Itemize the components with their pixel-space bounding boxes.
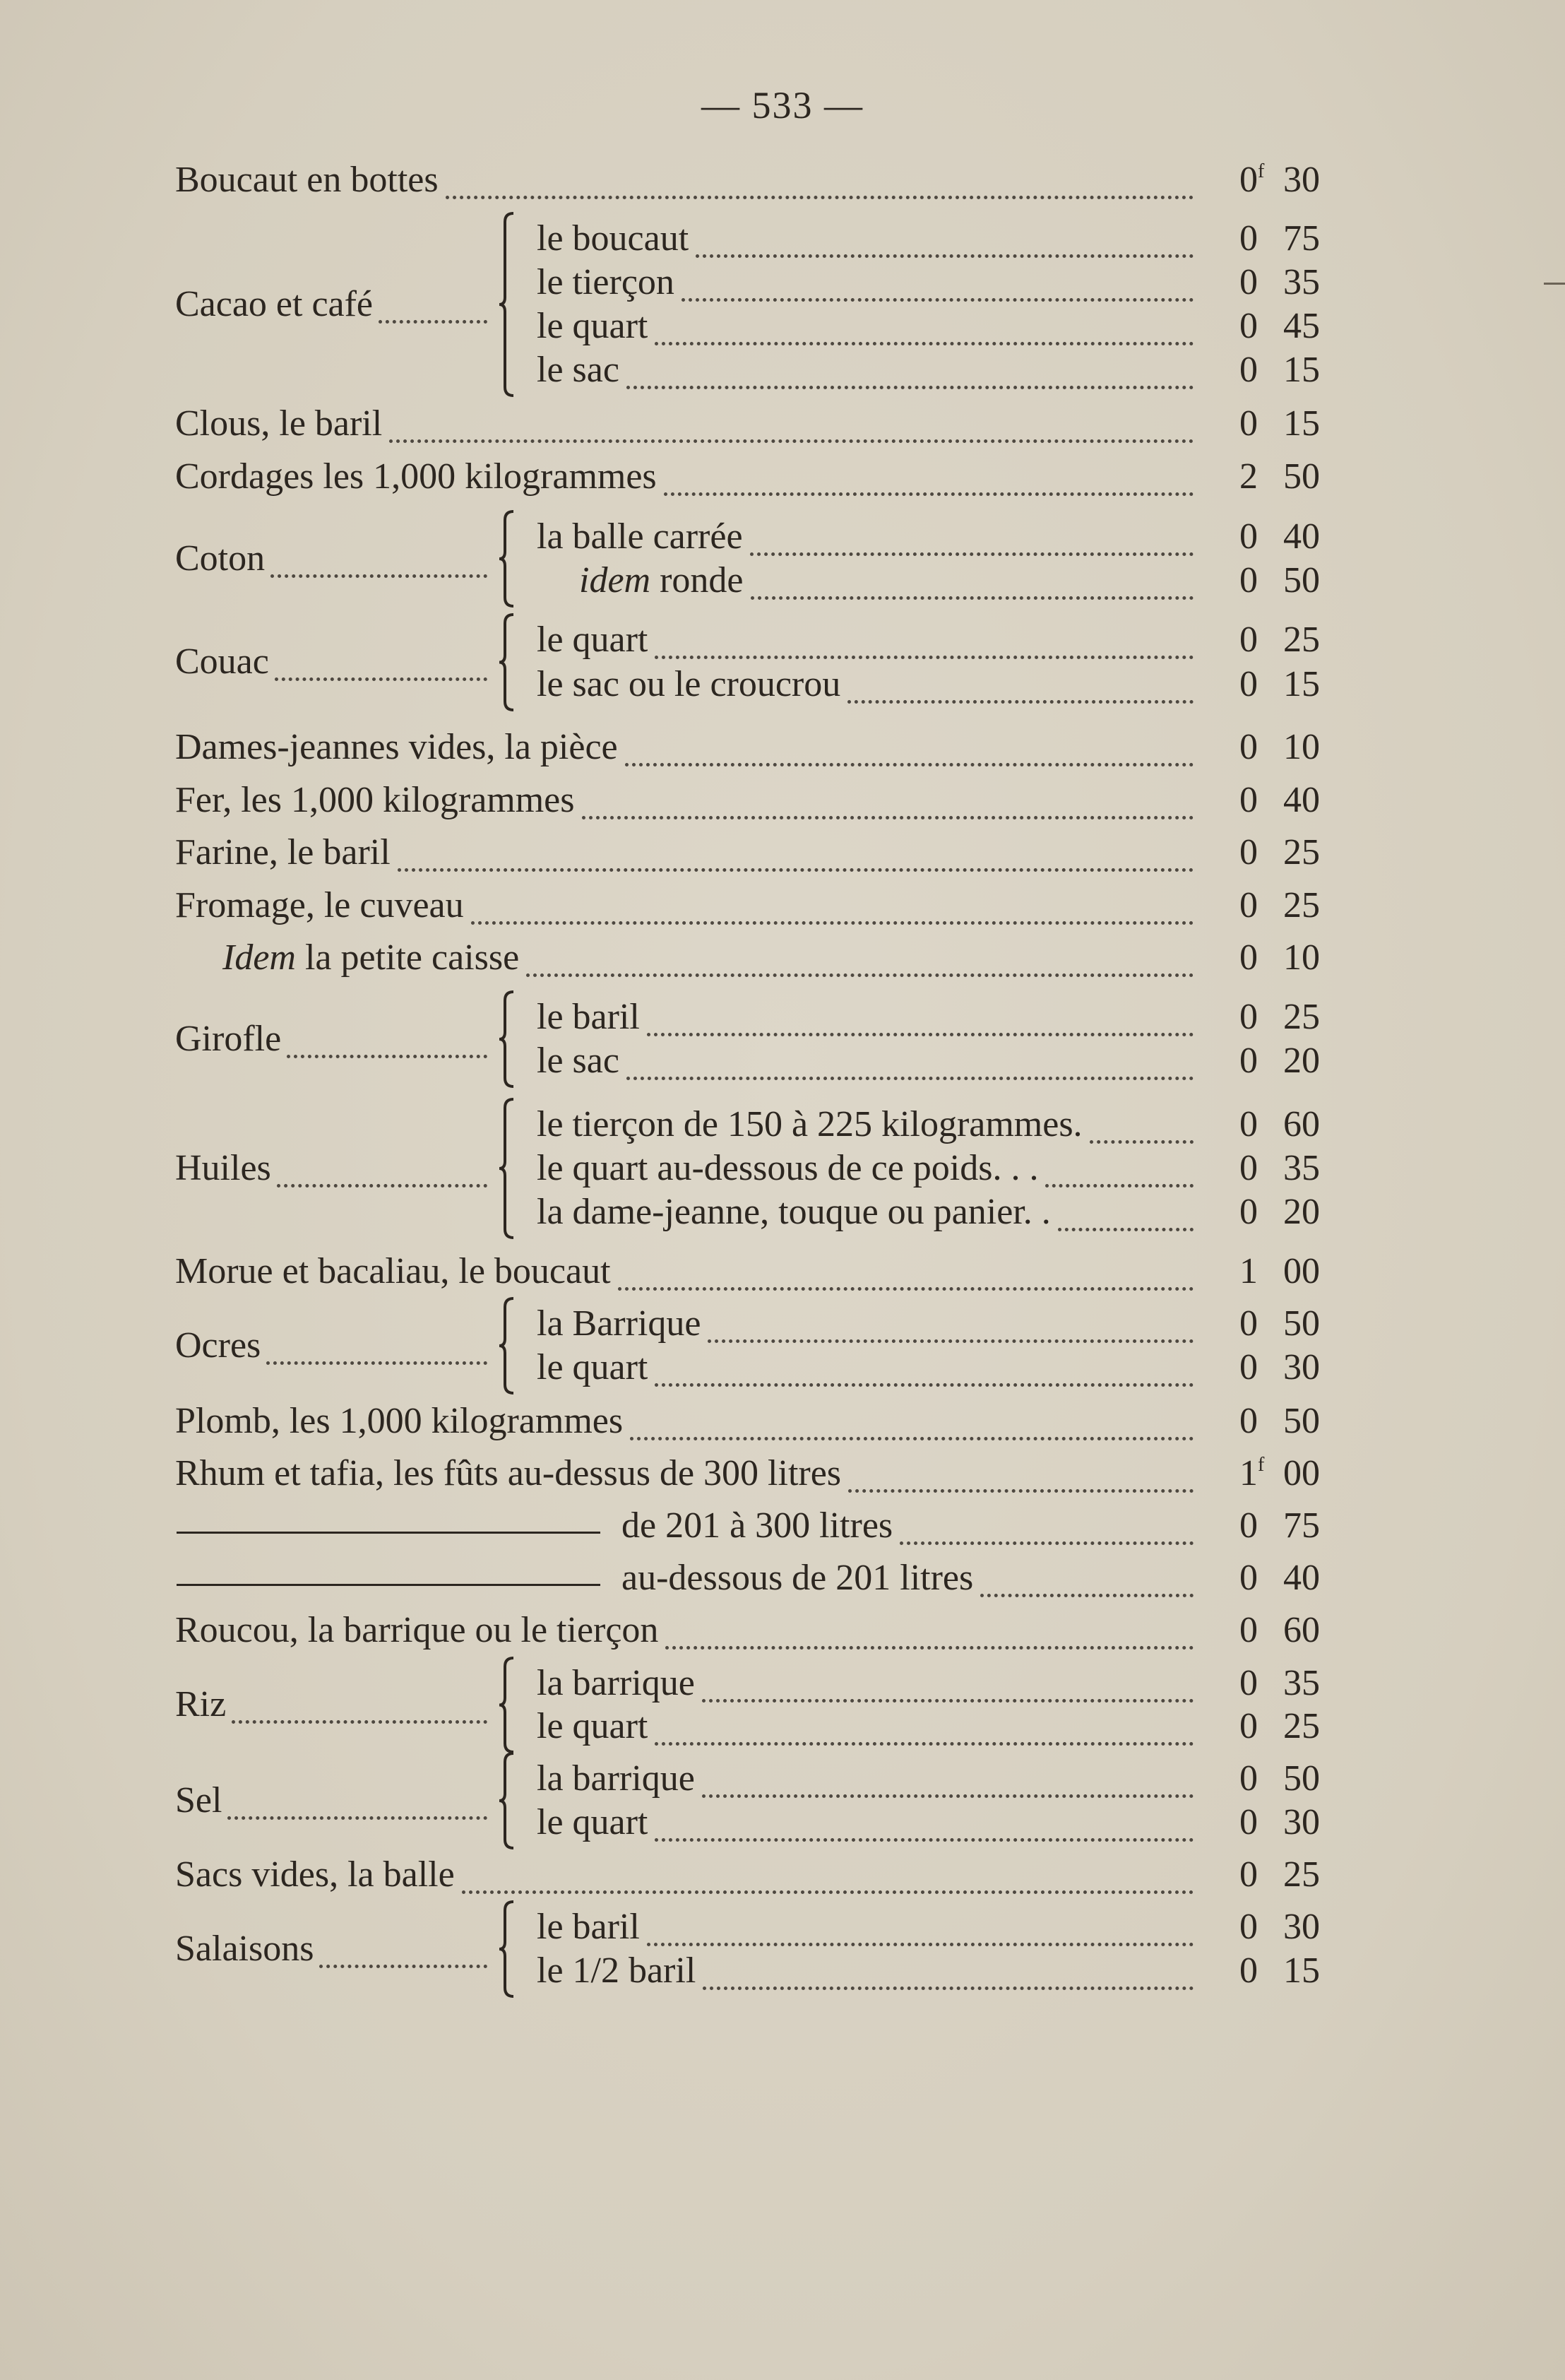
sub-entry (537, 622, 648, 658)
francs-value: 0 (1239, 1663, 1258, 1703)
francs-value: 0 (1239, 1558, 1258, 1598)
leader-dots (703, 1950, 1194, 1990)
price-cents: 50 (1283, 1758, 1320, 1799)
francs-value: 0 (1239, 997, 1258, 1037)
sub-entry (537, 1804, 648, 1841)
sub-entry (537, 1150, 1038, 1187)
leader-dots (266, 1325, 487, 1365)
entry-label: de 201 à 300 litres (621, 1505, 893, 1546)
brace (498, 1657, 516, 1753)
price-cents: 25 (1283, 1706, 1320, 1746)
sub-label: la barrique (537, 1758, 695, 1799)
entry-sacs (175, 1854, 455, 1895)
price-cents: 15 (1283, 350, 1320, 390)
entry-salaisons (175, 1931, 314, 1967)
francs-value: 0 (1239, 1347, 1258, 1387)
entry-morue (175, 1253, 611, 1290)
leader-dots (900, 1505, 1194, 1545)
sub-entry (537, 1043, 619, 1079)
leader-dots (398, 831, 1194, 872)
price-cents: 20 (1283, 1041, 1320, 1081)
sub-entry (537, 1303, 701, 1344)
francs-value: 0 (1239, 1610, 1258, 1650)
sub-label: la Barrique (537, 1303, 701, 1344)
price-francs (1239, 1349, 1258, 1386)
sub-label: le tierçon (537, 262, 674, 302)
leader-dots (287, 1018, 487, 1058)
sub-label: le quart (537, 1802, 648, 1842)
price-cents: 20 (1283, 1192, 1320, 1232)
entry-label: Coton (175, 538, 266, 579)
francs-value: 0 (1239, 1104, 1258, 1144)
francs-value: 0 (1239, 1303, 1258, 1344)
leader-dots (232, 1683, 487, 1724)
price-francs (1239, 1455, 1264, 1492)
price-cents: 60 (1283, 1104, 1320, 1144)
leader-dots (702, 1758, 1194, 1798)
leader-dots (682, 261, 1194, 302)
sub-label: le 1/2 baril (537, 1950, 696, 1991)
leader-dots (446, 159, 1194, 199)
sub-label: le baril (537, 997, 640, 1037)
entry-dames (175, 729, 618, 766)
leader-dots (751, 560, 1194, 600)
price-francs (1239, 782, 1258, 819)
sub-label: la balle carrée (537, 516, 743, 557)
entry-label: Plomb, les 1,000 kilogrammes (175, 1401, 624, 1441)
brace (498, 1900, 516, 1998)
price-francs (1239, 1043, 1258, 1079)
leader-dots (655, 1705, 1194, 1746)
francs-value: 0 (1239, 664, 1258, 704)
francs-value: 0 (1239, 1041, 1258, 1081)
entry-clous (175, 405, 382, 442)
price-francs (1239, 622, 1258, 658)
price-cents: 35 (1283, 262, 1320, 302)
entry-label: Dames-jeannes vides, la pièce (175, 727, 618, 767)
price-cents: 10 (1283, 727, 1320, 767)
entry-fer (175, 782, 575, 819)
leader-dots (319, 1928, 487, 1968)
sub-label: la barrique (537, 1663, 695, 1703)
sub-entry (537, 1760, 695, 1797)
entry-label: Cordages les 1,000 kilogrammes (175, 456, 657, 497)
ditto-rule (177, 1584, 600, 1586)
price-francs (1239, 1665, 1258, 1702)
price-francs (1239, 220, 1258, 257)
leader-dots (630, 1400, 1194, 1440)
price-cents: 50 (1283, 1401, 1320, 1441)
price-cents: 40 (1283, 516, 1320, 557)
entry-label: Boucaut en bottes (175, 160, 439, 200)
entry-label: Morue et bacaliau, le boucaut (175, 1251, 611, 1291)
leader-dots (626, 349, 1194, 389)
leader-dots (647, 996, 1194, 1036)
francs-value: 0 (1239, 560, 1258, 600)
price-cents: 35 (1283, 1663, 1320, 1703)
price-cents: 50 (1283, 1303, 1320, 1344)
francs-value: 0 (1239, 1950, 1258, 1991)
sub-label: le quart au-dessous de ce poids. . . (537, 1148, 1039, 1188)
entry-label: Sel (175, 1780, 222, 1820)
francs-value: 0 (1239, 403, 1258, 444)
entry-rhum2 (621, 1505, 893, 1546)
leader-dots (526, 937, 1194, 977)
francs-value: 0 (1239, 1401, 1258, 1441)
brace (498, 212, 516, 397)
entry-label: Huiles (175, 1148, 271, 1188)
price-cents: 25 (1283, 885, 1320, 925)
brace (498, 1098, 516, 1239)
francs-value: 0 (1239, 1802, 1258, 1842)
entry-label: Roucou, la barrique ou le tierçon (175, 1610, 659, 1650)
price-francs (1239, 1194, 1258, 1231)
entry-girofle (175, 1021, 281, 1058)
leader-dots (625, 726, 1194, 766)
price-cents: 40 (1283, 780, 1320, 820)
price-francs (1239, 264, 1258, 301)
francs-value: 0 (1239, 780, 1258, 820)
price-cents: 30 (1283, 1347, 1320, 1387)
entry-cordages (175, 458, 657, 495)
francs-value: 0 (1239, 1758, 1258, 1799)
ditto-rule (177, 1532, 600, 1534)
brace (498, 1752, 516, 1849)
francs-value: 0 (1239, 1148, 1258, 1188)
price-cents: 60 (1283, 1610, 1320, 1650)
entry-label: la petite caisse (304, 937, 520, 978)
entry-huiles (175, 1150, 271, 1187)
francs-value: 1 (1239, 1453, 1258, 1493)
leader-dots (389, 403, 1194, 443)
price-francs (1239, 405, 1258, 442)
entry-label: Cacao et café (175, 284, 374, 324)
leader-dots (379, 283, 487, 324)
entry-label: Clous, le baril (175, 403, 383, 444)
price-francs (1239, 162, 1264, 199)
francs-value: 0 (1239, 885, 1258, 925)
entry-sel (175, 1782, 222, 1819)
sub-entry (537, 1106, 1083, 1143)
francs-value: 0 (1239, 262, 1258, 302)
sub-entry (537, 1708, 648, 1745)
leader-dots (1045, 1147, 1194, 1188)
price-francs (1239, 1804, 1258, 1841)
price-francs (1239, 1708, 1258, 1745)
sub-label: ronde (660, 560, 744, 600)
francs-value: 0 (1239, 516, 1258, 557)
brace (498, 990, 516, 1088)
entry-label-italic: Idem (222, 937, 296, 978)
entry-riz (175, 1686, 226, 1723)
price-cents: 35 (1283, 1148, 1320, 1188)
leader-dots (270, 538, 487, 578)
sub-entry (537, 1349, 648, 1386)
price-cents: 00 (1283, 1453, 1320, 1493)
entry-label: Girofle (175, 1019, 282, 1059)
price-francs (1239, 1612, 1258, 1649)
entry-couac (175, 641, 269, 682)
francs-value: 0 (1239, 350, 1258, 390)
sub-entry (579, 562, 744, 599)
leader-dots (750, 516, 1194, 556)
entry-label: Riz (175, 1684, 227, 1724)
sub-label-italic: idem (579, 560, 651, 600)
price-cents: 50 (1283, 560, 1320, 600)
price-francs (1239, 1106, 1258, 1143)
leader-dots (696, 218, 1194, 258)
price-cents: 50 (1283, 456, 1320, 497)
leader-dots (647, 1906, 1194, 1946)
entry-label: Fer, les 1,000 kilogrammes (175, 780, 575, 820)
price-cents: 30 (1283, 1802, 1320, 1842)
entry-label: Fromage, le cuveau (175, 885, 464, 925)
brace (498, 510, 516, 608)
entry-idem (222, 937, 520, 978)
price-francs (1239, 887, 1258, 924)
entry-label: Couac (175, 641, 269, 682)
francs-value: 0 (1239, 832, 1258, 872)
sub-entry (537, 308, 648, 345)
francs-value: 0 (1239, 1192, 1258, 1232)
francs-value: 1 (1239, 1251, 1258, 1291)
entry-label: Sacs vides, la balle (175, 1854, 455, 1895)
sub-label: la dame-jeanne, touque ou panier. . (537, 1192, 1051, 1232)
price-francs (1239, 1854, 1258, 1895)
sub-label: le tierçon de 150 à 225 kilogrammes. (537, 1104, 1083, 1144)
sub-entry (537, 1194, 1051, 1231)
entry-label: Farine, le baril (175, 832, 391, 872)
entry-roucou (175, 1612, 658, 1649)
entry-plomb (175, 1403, 623, 1440)
leader-dots (702, 1662, 1194, 1703)
leader-dots (275, 641, 487, 681)
price-cents: 25 (1283, 1854, 1320, 1895)
leader-dots (1058, 1191, 1194, 1231)
price-francs (1239, 562, 1258, 599)
sub-entry (537, 352, 619, 389)
sub-label: le sac (537, 1041, 619, 1081)
price-francs (1239, 834, 1258, 871)
price-francs (1239, 1950, 1258, 1991)
edge-mark (1544, 283, 1565, 285)
sub-entry (537, 516, 743, 557)
price-cents: 30 (1283, 160, 1320, 200)
price-francs (1239, 352, 1258, 389)
brace (498, 1297, 516, 1395)
entry-label: Salaisons (175, 1929, 314, 1969)
leader-dots (462, 1854, 1194, 1894)
price-cents: 15 (1283, 1950, 1320, 1991)
francs-value: 0 (1239, 620, 1258, 660)
entry-boucaut (175, 162, 439, 199)
price-francs (1239, 1253, 1258, 1290)
price-francs (1239, 999, 1258, 1036)
leader-dots (618, 1250, 1194, 1291)
sub-label: le sac (537, 350, 619, 390)
price-cents: 15 (1283, 403, 1320, 444)
francs-value: 0 (1239, 937, 1258, 978)
price-francs (1239, 1909, 1258, 1946)
leader-dots (848, 1452, 1194, 1493)
entry-label: au-dessous de 201 litres (621, 1558, 974, 1598)
price-cents: 25 (1283, 620, 1320, 660)
leader-dots (665, 1609, 1194, 1650)
price-francs (1239, 729, 1258, 766)
sub-entry (537, 999, 640, 1036)
price-francs (1239, 666, 1258, 703)
sub-label: le quart (537, 306, 648, 346)
leader-dots (1090, 1103, 1194, 1144)
sub-label: le quart (537, 1347, 648, 1387)
price-cents: 75 (1283, 218, 1320, 259)
leader-dots (655, 619, 1194, 659)
leader-dots (227, 1780, 487, 1820)
leader-dots (847, 663, 1194, 704)
price-francs (1239, 516, 1258, 557)
entry-ocres (175, 1327, 261, 1364)
leader-dots (626, 1040, 1194, 1080)
sub-entry (537, 1665, 695, 1702)
price-cents: 15 (1283, 664, 1320, 704)
price-cents: 45 (1283, 306, 1320, 346)
sub-label: le baril (537, 1907, 640, 1947)
brace (498, 613, 516, 711)
francs-value: 0 (1239, 1505, 1258, 1546)
leader-dots (708, 1303, 1194, 1343)
price-francs (1239, 1150, 1258, 1187)
leader-dots (980, 1557, 1194, 1597)
leader-dots (277, 1147, 487, 1188)
francs-value: 0 (1239, 1706, 1258, 1746)
leader-dots (582, 779, 1194, 819)
entry-rhum (175, 1455, 841, 1492)
price-cents: 00 (1283, 1251, 1320, 1291)
franc-mark: f (1258, 1454, 1265, 1476)
entry-label: Ocres (175, 1325, 261, 1366)
francs-value: 0 (1239, 727, 1258, 767)
entry-fromage (175, 887, 464, 924)
francs-value: 0 (1239, 1907, 1258, 1947)
sub-entry (537, 666, 840, 703)
leader-dots (655, 1801, 1194, 1842)
francs-value: 0 (1239, 160, 1258, 200)
entry-rhum3 (621, 1560, 973, 1597)
sub-label: le quart (537, 1706, 648, 1746)
entry-coton (175, 540, 265, 577)
price-cents: 30 (1283, 1907, 1320, 1947)
francs-value: 2 (1239, 456, 1258, 497)
leader-dots (655, 305, 1194, 345)
sub-entry (537, 1950, 696, 1991)
sub-label: le boucaut (537, 218, 689, 259)
price-francs (1239, 1303, 1258, 1344)
price-francs (1239, 1403, 1258, 1440)
price-francs (1239, 1505, 1258, 1546)
sub-entry (537, 264, 674, 301)
francs-value: 0 (1239, 218, 1258, 259)
price-francs (1239, 308, 1258, 345)
sub-entry (537, 220, 689, 257)
price-francs (1239, 458, 1258, 495)
price-cents: 40 (1283, 1558, 1320, 1598)
entry-label: Rhum et tafia, les fûts au-dessus de 300 litres (175, 1453, 842, 1493)
leader-dots (664, 456, 1194, 496)
price-francs (1239, 1560, 1258, 1597)
sub-entry (537, 1909, 640, 1946)
sub-label: le sac ou le croucrou (537, 664, 841, 704)
price-francs (1239, 1760, 1258, 1797)
sub-label: le quart (537, 620, 648, 660)
page-number: — 533 — (701, 84, 864, 126)
francs-value: 0 (1239, 1854, 1258, 1895)
francs-value: 0 (1239, 306, 1258, 346)
price-cents: 10 (1283, 937, 1320, 978)
price-cents: 25 (1283, 832, 1320, 872)
entry-farine (175, 834, 391, 871)
price-cents: 75 (1283, 1505, 1320, 1546)
price-cents: 25 (1283, 997, 1320, 1037)
leader-dots (471, 884, 1194, 925)
entry-cacao (175, 286, 373, 323)
franc-mark: f (1258, 160, 1265, 182)
price-francs (1239, 937, 1258, 978)
leader-dots (655, 1346, 1194, 1387)
